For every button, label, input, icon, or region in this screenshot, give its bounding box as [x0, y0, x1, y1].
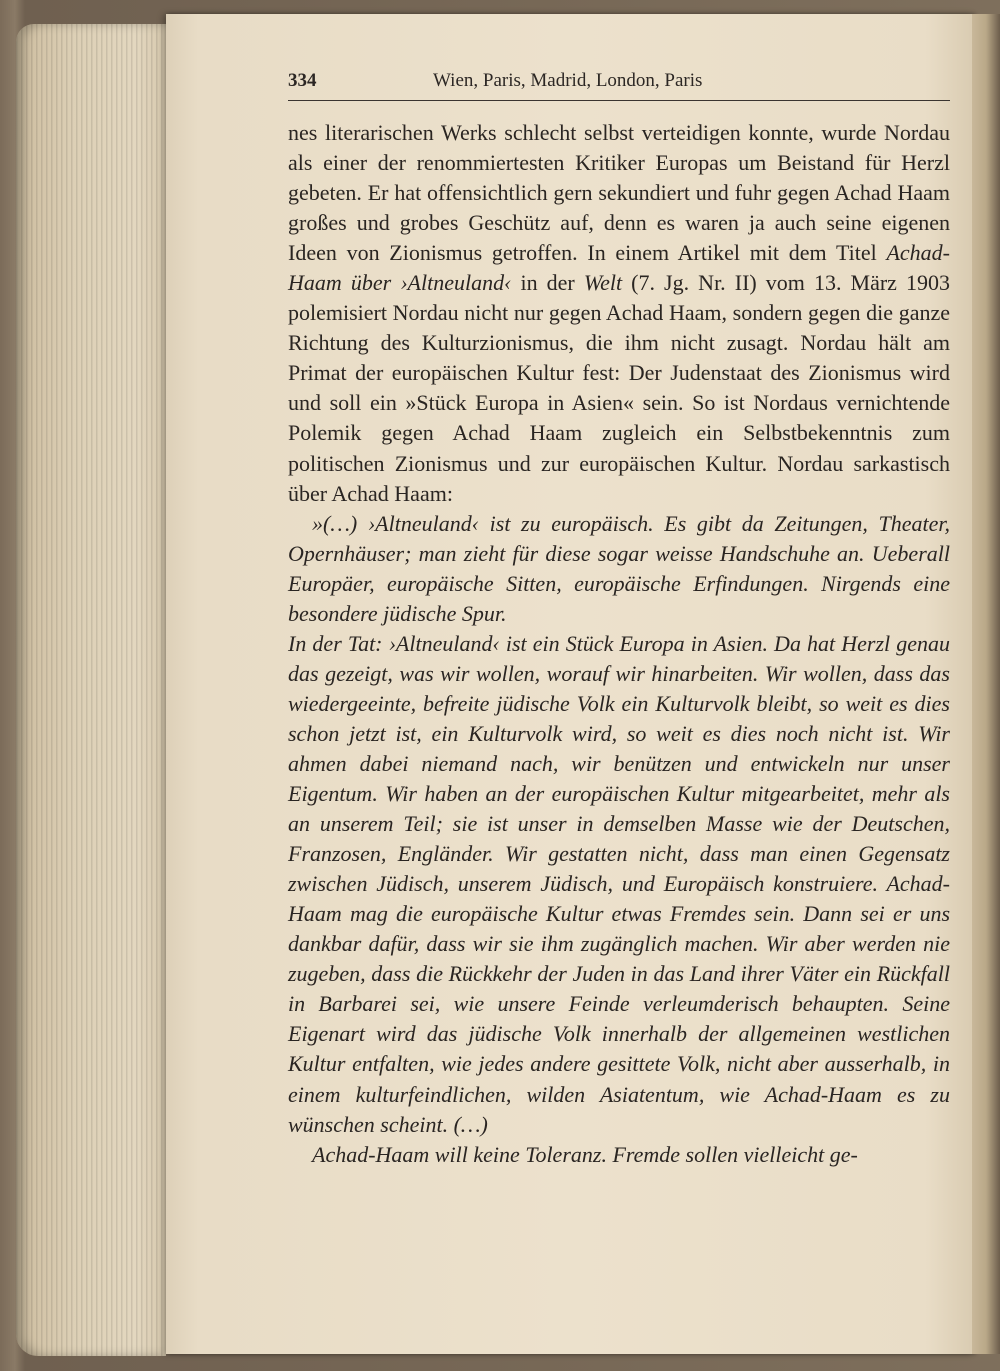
page-number: 334 [288, 70, 317, 91]
running-head: Wien, Paris, Madrid, London, Paris [433, 70, 703, 91]
page-header [288, 66, 950, 101]
quote-paragraph: Achad-Haam will keine Toleranz. Fremde sollen vielleicht ge- [312, 1141, 858, 1167]
quote-paragraph: In der Tat: ›Altneuland‹ ist ein Stück Europa in Asien. Da hat Herzl genau das gezeigt, was wir wollen, worauf wir hinarbeiten. Wir wollen, dass das wiedergeeinte, befreite jüdische Volk ein Kulturvolk bleibt, so weit es dies schon jetzt ist, ein Kulturvolk wird, so weit es dies noch nicht ist. Wir ahmen dabei niemand nach, wir benützen und entwickeln nur unser Eigentum. Wir haben an der europäischen Kultur mitgearbeitet, mehr als an unserem Teil; sie ist unser in demselben Masse wie der Deutschen, Franzosen, Engländer. Wir gestatten nicht, dass man einen Gegensatz zwischen Jüdisch, unserem Jüdisch, und Europäisch konstruiere. Achad-Haam mag die europäische Kultur etwas Fremdes sein. Dann sei er uns dankbar dafür, dass wir sie ihm zugänglich machen. Wir aber werden nie zugeben, dass die Rückkehr der Juden in das Land ihrer Väter ein Rückfall in Barbarei sei, wie unsere Feinde verleumderisch behaupten. Seine Eigenart wird das jüdische Volk innerhalb der allgemeinen westlichen Kultur entfalten, wie jedes andere gesittete Volk, nicht aber ausserhalb, in einem kulturfeindlichen, wilden Asiatentum, wie Achad-Haam es zu wünschen scheint. (…) [288, 630, 950, 1137]
quote-paragraph: »(…) ›Altneuland‹ ist zu europäisch. Es gibt da Zeitungen, Theater, Opernhäuser; man zieht für diese sogar weisse Handschuhe an. Ueberall Europäer, europäische Sitten, europäische Erfindungen. Nirgends eine besondere jüdische Spur. [288, 510, 950, 626]
text-run: nes literarischen Werks schlecht selbst verteidigen konnte, wurde Nordau als einer der renommiertesten Kritiker Europas um Beistand für Herzl gebeten. Er hat offensichtlich gern sekundiert und fuhr gegen Achad Haam großes und grobes Geschütz auf, denn es waren ja auch seine eigenen Ideen von Zionismus getroffen. In einem Artikel mit dem Titel [288, 120, 950, 266]
page-edges [16, 24, 166, 1356]
body-text [288, 118, 950, 1170]
paragraph [288, 118, 950, 509]
text-run: (7. Jg. Nr. II) vom 13. März 1903 polemisiert Nordau nicht nur gegen Achad Haam, sondern gegen die ganze Richtung des Kulturzionismus, die ihm nicht zusagt. Nordau hält am Primat der europäischen Kultur fest: Der Judenstaat des Zionismus wird und soll ein »Stück Europa in Asien« sein. So ist Nordaus vernichtende Polemik gegen Achad Haam zugleich ein Selbstbekenntnis zum politischen Zionismus und zur europäischen Kultur. Nordau sarkastisch über Achad Haam: [288, 270, 950, 506]
facing-page-edge [972, 14, 1000, 1354]
article-title: Achad-Haam über ›Altneuland‹ [288, 240, 950, 296]
publication-title: Welt [583, 270, 623, 296]
text-run: in der [511, 270, 584, 296]
